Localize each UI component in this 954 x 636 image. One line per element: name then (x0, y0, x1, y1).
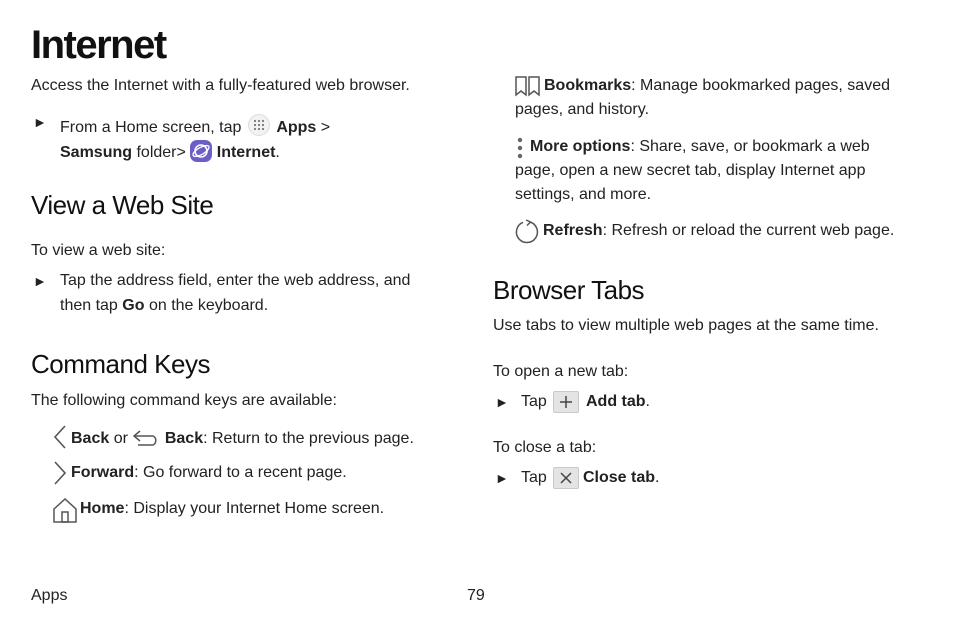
tap-text: Tap (521, 469, 547, 486)
add-tab-label: Add tab (586, 393, 646, 410)
bookmarks-icon (515, 75, 541, 97)
footer-section: Apps (31, 587, 68, 604)
view-lead: To view a web site: (31, 242, 166, 259)
home-row (80, 497, 384, 521)
step1-line2 (60, 135, 280, 165)
or-text: or (113, 430, 128, 447)
close-tab-label: Close tab (583, 469, 656, 486)
more-desc-line2: page, open a new secret tab, display Internet app (515, 162, 866, 179)
more-row (530, 135, 870, 159)
home-description: : Display your Internet Home screen. (124, 500, 385, 517)
command-heading: Command Keys (31, 349, 210, 379)
back-row (71, 425, 414, 451)
forward-row (71, 461, 347, 485)
close-tab-icon (553, 467, 579, 489)
tabs-lead: Use tabs to view multiple web pages at the same time. (493, 317, 879, 334)
step-arrow: ► (495, 470, 509, 486)
refresh-row (543, 219, 894, 243)
page-number: 79 (467, 587, 485, 604)
command-lead: The following command keys are available: (31, 392, 337, 409)
add-tab-row (586, 390, 650, 414)
view-heading: View a Web Site (31, 190, 214, 220)
tap-text: Tap (521, 393, 547, 410)
step1-text: From a Home screen, tap (60, 119, 242, 136)
more-description: : Share, save, or bookmark a web (630, 138, 870, 155)
bookmarks-description: : Manage bookmarked pages, saved (631, 77, 890, 94)
step-arrow: ► (495, 394, 509, 410)
bookmarks-desc-line2: pages, and history. (515, 101, 650, 118)
internet-app-icon (190, 140, 212, 162)
forward-chevron-icon (52, 460, 68, 486)
more-options-label: More options (530, 138, 631, 155)
home-icon (52, 497, 78, 523)
separator: > (176, 144, 186, 161)
close-tab-row (583, 466, 659, 490)
view-step-text: then tap (60, 297, 118, 314)
intro-text: Access the Internet with a fully-featured web browser. (31, 77, 410, 94)
folder-text: folder (136, 144, 177, 161)
forward-description: : Go forward to a recent page. (134, 464, 347, 481)
separator: > (320, 119, 331, 136)
view-step-text: on the keyboard. (148, 297, 269, 314)
go-label: Go (122, 297, 145, 314)
open-tab-lead: To open a new tab: (493, 363, 629, 380)
view-step-line2 (60, 294, 268, 318)
bookmarks-label: Bookmarks (544, 77, 632, 94)
more-desc-line3: settings, and more. (515, 186, 652, 203)
internet-label: Internet (216, 144, 276, 161)
refresh-icon (514, 219, 540, 245)
apps-label: Apps (276, 119, 317, 136)
period: . (645, 393, 650, 410)
apps-icon (248, 114, 270, 136)
back-label: Back (164, 430, 204, 447)
view-step-line1: Tap the address field, enter the web address, and (60, 272, 411, 289)
home-label: Home (80, 500, 125, 517)
page-title: Internet (31, 23, 166, 67)
samsung-label: Samsung (60, 144, 133, 161)
back-arrow-icon (132, 428, 160, 446)
add-tab-icon (553, 391, 579, 413)
tabs-heading: Browser Tabs (493, 275, 645, 305)
refresh-description: : Refresh or reload the current web page. (602, 222, 895, 239)
step-arrow: ► (33, 114, 47, 130)
step-arrow: ► (33, 273, 47, 289)
close-tab-lead: To close a tab: (493, 439, 597, 456)
more-options-icon (516, 137, 524, 159)
bookmarks-row (544, 74, 890, 98)
back-chevron-icon (52, 424, 68, 450)
forward-label: Forward (71, 464, 135, 481)
period: . (655, 469, 660, 486)
refresh-label: Refresh (543, 222, 603, 239)
period: . (275, 144, 280, 161)
back-label: Back (71, 430, 110, 447)
back-description: : Return to the previous page. (203, 430, 414, 447)
